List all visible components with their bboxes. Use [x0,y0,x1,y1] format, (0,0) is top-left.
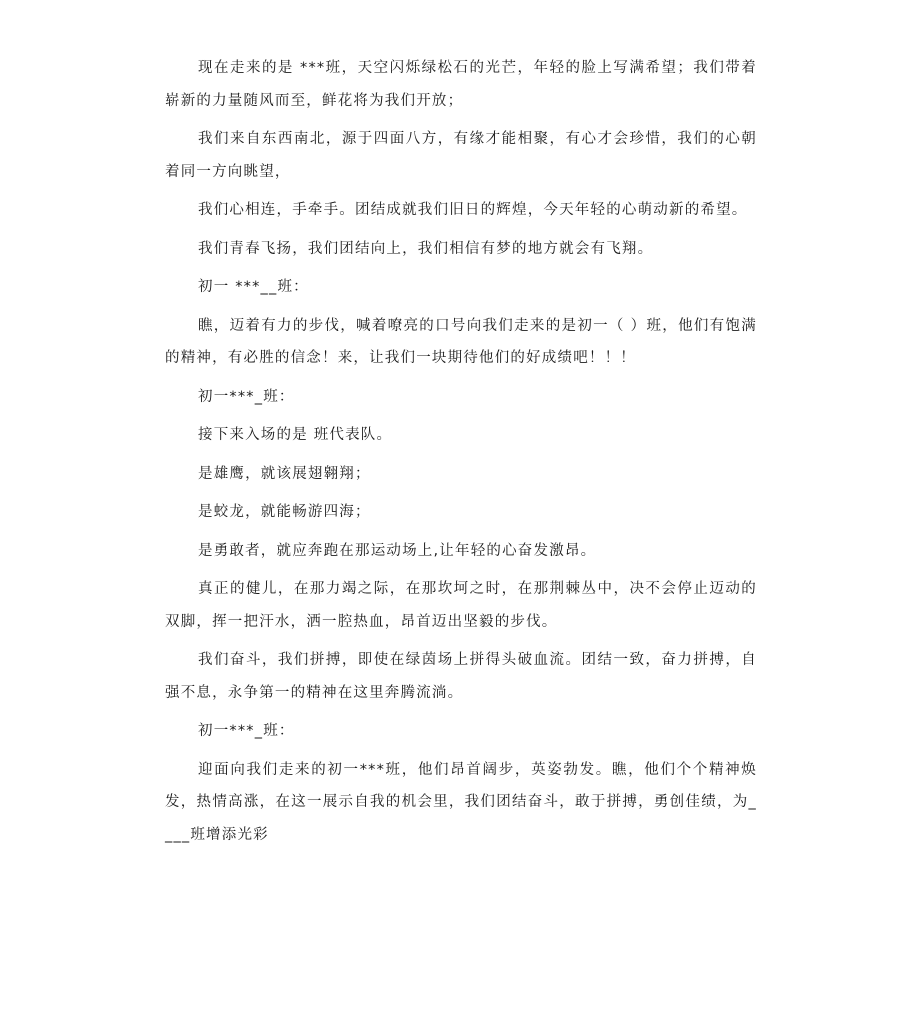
paragraph-eagle: 是雄鹰，就该展翅翱翔； [198,465,371,482]
paragraph-class-3: 迎面向我们走来的初一***班，他们昂首阔步，英姿勃发。瞧，他们个个精神焕发，热情高涨，在这一展示自我的机会里，我们团结奋斗，敢于拼搏，勇创佳绩，为____班增添光彩 [165,761,757,843]
class-heading-3: 初一***_班： [198,723,295,739]
paragraph-youth: 我们青春飞扬，我们团结向上，我们相信有梦的地方就会有飞翔。 [198,240,654,257]
paragraph-origins: 我们来自东西南北，源于四面八方，有缘才能相聚，有心才会珍惜，我们的心朝着同一方向眺望， [165,131,757,180]
paragraph-unity: 我们心相连，手牵手。团结成就我们旧日的辉煌，今天年轻的心萌动新的希望。 [198,202,748,218]
paragraph-entering: 接下来入场的是 班代表队。 [198,427,393,443]
paragraph-brave: 是勇敢者，就应奔跑在那运动场上,让年轻的心奋发激昂。 [198,542,597,559]
paragraph-class-1: 瞧，迈着有力的步伐，喊着嘹亮的口号向我们走来的是初一（ ）班，他们有饱满的精神，有必胜的信念！来，让我们一块期待他们的好成绩吧！！！ [165,317,757,366]
paragraph-dragon: 是蛟龙，就能畅游四海； [198,504,371,520]
class-heading-2: 初一***_班： [198,388,295,405]
paragraph-athletes: 真正的健儿，在那力竭之际，在那坎坷之时，在那荆棘丛中，决不会停止迈动的双脚，挥一把汗水，洒一腔热血，昂首迈出坚毅的步伐。 [165,581,757,630]
paragraph-struggle: 我们奋斗，我们拼搏，即使在绿茵场上拼得头破血流。团结一致，奋力拼搏，自强不息，永争第一的精神在这里奔腾流淌。 [165,652,757,701]
class-heading-1: 初一 ***__班： [198,279,309,295]
document-page [165,52,757,857]
paragraph-intro: 现在走来的是 ***班，天空闪烁绿松石的光芒，年轻的脸上写满希望；我们带着崭新的力量随风而至，鲜花将为我们开放； [165,60,757,109]
